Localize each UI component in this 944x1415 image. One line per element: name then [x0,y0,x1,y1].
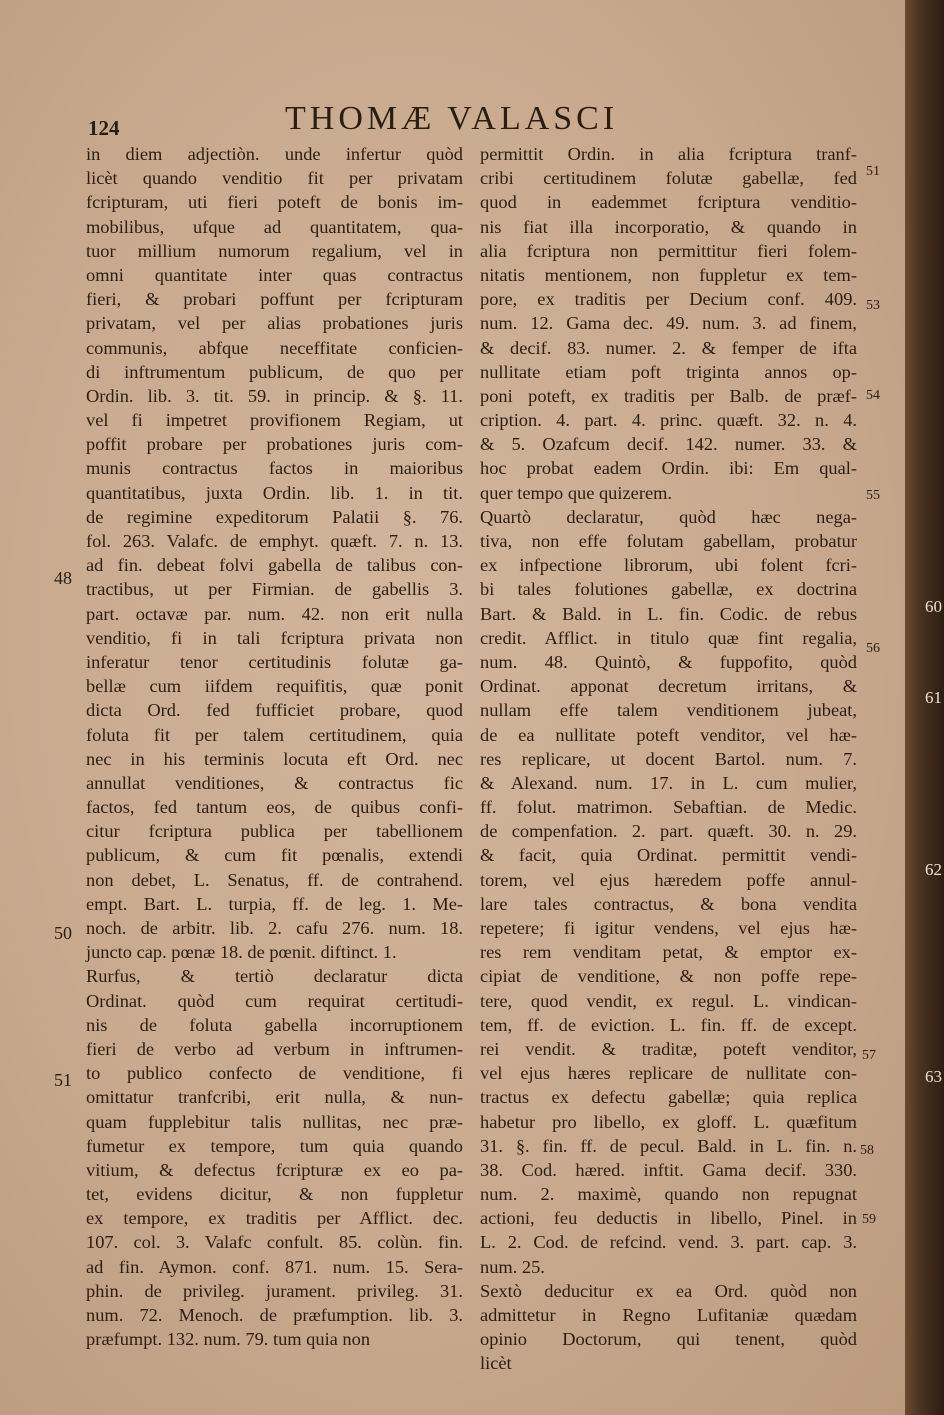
text-line: lare tales contractus, & bona vendita [480,893,857,914]
text-line: Bart. & Bald. in L. fin. Codic. de rebus [480,603,857,624]
text-line: Quartò declaratur, quòd hæc nega- [480,506,857,527]
text-line: de compenfation. 2. part. quæft. 30. n. 29. [480,821,857,842]
text-line: tere, quod vendit, ex regul. L. vindican- [480,990,857,1011]
text-line: admittetur in Regno Lufitaniæ quædam [480,1305,857,1325]
text-line: tractus ex defectu gabellæ; quia replica [480,1087,857,1108]
text-line: fieri, & probari poffunt per fcripturam [86,289,463,310]
text-line: tet, evidens dicitur, & non fuppletur [86,1184,463,1205]
text-line: credit. Afflict. in titulo quæ fint regalia, [480,627,857,648]
text-line: 38. Cod. hæred. inftit. Gama decif. 330. [480,1159,857,1180]
text-line: Ordinat. quòd cum requirat certitudi- [86,990,463,1011]
text-line: quer tempo que quizerem. [480,482,673,503]
text-line: omittatur tranfcribi, erit nulla, & nun- [86,1087,463,1108]
text-line: res rem venditam petat, & emptor ex- [480,942,857,963]
text-line: phin. de privileg. jurament. privileg. 31. [86,1280,463,1301]
text-line: ad fin. debeat folvi gabella de talibus con- [86,555,463,576]
text-line: ex infpectione librorum, ubi folent fcri- [480,555,857,576]
text-line: Sextò deducitur ex ea Ord. quòd non [480,1280,857,1301]
text-line: torem, vel ejus hæredem poffe annul- [480,869,857,890]
text-line: repetere; fi igitur vendens, vel ejus hæ- [480,918,857,938]
text-line: citur fcriptura publica per tabellionem [86,821,463,842]
text-line: privatam, vel per alias probationes juris [86,313,463,334]
text-line: foluta fit per talem certitudinem, quia [86,724,463,745]
text-line: nullam effe talem venditionem jubeat, [480,700,857,721]
text-line: dicta Ord. fed fufficiet probare, quod [86,700,463,721]
text-line: vel fi impetret provifionem Regiam, ut [86,410,463,431]
text-line: juncto cap. pœnæ 18. de pœnit. diftinct. 1. [86,942,397,963]
text-line: de regimine expeditorum Palatii §. 76. [86,506,463,527]
text-line: vitium, & defectus fcripturæ ex eo pa- [86,1159,463,1180]
text-line: venditio, fi in tali fcriptura privata non [86,627,463,648]
text-line: ff. folut. matrimon. Sebaftian. de Medic. [480,797,857,818]
text-line: & Alexand. num. 17. in L. cum mulier, [480,772,857,793]
text-line: & decif. 83. numer. 2. & femper de ifta [480,337,857,358]
text-line: rei vendit. & traditæ, poteft venditor, [480,1038,857,1059]
text-line: communis, abfque neceffitate conficien- [86,337,463,358]
text-line: poni poteft, ex traditis per Balb. de præf- [480,385,857,406]
margin-number: 51 [866,164,880,179]
text-line: cription. 4. part. 4. princ. quæft. 32. n. 4. [480,410,857,431]
text-line: 107. col. 3. Valafc confult. 85. colùn. fin. [86,1232,463,1253]
edge-number: 61 [925,688,942,707]
margin-number: 55 [866,488,880,503]
text-line: nullitate etiam poft triginta annos op- [480,361,857,382]
text-line: num. 2. maximè, quando non repugnat [480,1184,857,1205]
text-line: vel ejus hæres replicare de nullitate con- [480,1063,857,1084]
text-line: non debet, L. Senatus, ff. de contrahend. [86,869,463,890]
text-line: poffit probare per probationes juris com- [86,434,463,455]
text-line: nitatis mentionem, non fuppletur ex tem- [480,264,857,285]
text-line: nis fiat illa incorporatio, & quando in [480,216,857,237]
page-header [80,100,660,140]
text-line: licèt quando venditio fit per privatam [86,168,463,189]
text-line: opinio Doctorum, qui tenent, quòd [480,1329,857,1350]
text-line: cribi certitudinem folutæ gabellæ, fed [480,168,857,189]
page-number: 124 [88,116,120,140]
text-line: di inftrumentum publicum, de quo per [86,361,463,382]
text-line: part. octavæ par. num. 42. non erit nulla [86,603,463,624]
left-text-column [86,142,463,1351]
margin-number: 57 [862,1048,876,1063]
text-line: in diem adjectiòn. unde infertur quòd [86,144,463,164]
text-line: munis contractus factos in maioribus [86,458,463,479]
text-line: annullat venditiones, & contractus fic [86,772,463,793]
text-line: alia fcriptura non permittitur fieri folem- [480,240,857,261]
text-line: & 5. Ozafcum decif. 142. numer. 33. & [480,434,857,455]
text-line: pore, ex traditis per Decium conf. 409. [480,289,857,310]
text-line: mobilibus, ufque ad quantitatem, qua- [86,216,463,237]
text-line: fumetur ex tempore, tum quia quando [86,1135,463,1156]
running-title: THOMÆ VALASCI [285,100,619,137]
text-line: & facit, quia Ordinat. permittit vendi- [480,845,857,866]
text-line: inferatur tenor certitudinis folutæ ga- [86,651,463,672]
text-line: empt. Bart. L. turpia, ff. de leg. 1. Me- [86,893,463,914]
text-line: num. 12. Gama dec. 49. num. 3. ad finem, [480,313,857,334]
text-line: 31. §. fin. ff. de pecul. Bald. in L. fin. n. [480,1135,857,1156]
text-line: L. 2. Cod. de refcind. vend. 3. part. cap. 3. [480,1232,857,1253]
margin-number: 59 [862,1212,876,1227]
margin-number: 53 [866,298,880,313]
text-line: res replicare, ut docent Bartol. num. 7. [480,748,857,769]
edge-number: 63 [925,1067,942,1086]
text-line: de ea nullitate poteft venditor, vel hæ- [480,724,857,745]
text-line: Ordin. lib. 3. tit. 59. in princip. & §. 11. [86,385,463,406]
margin-number: 50 [54,923,72,943]
text-line: tractibus, ut per Firmian. de gabellis 3. [86,579,463,600]
text-line: num. 25. [480,1256,545,1277]
text-line: nis de foluta gabella incorruptionem [86,1014,463,1035]
text-line: fol. 263. Valafc. de emphyt. quæft. 7. n. 13. [86,531,463,551]
right-text-column [480,142,857,1376]
margin-number: 54 [866,388,880,403]
text-line: quam fupplebitur talis nullitas, nec præ- [86,1111,463,1132]
text-line: Rurfus, & tertiò declaratur dicta [86,966,463,987]
text-line: bi tales folutiones gabellæ, ex doctrina [480,579,857,600]
text-line: nec in his terminis locuta eft Ord. nec [86,748,463,769]
text-line: noch. de arbitr. lib. 2. cafu 276. num. 18. [86,918,463,938]
text-line: præfumpt. 132. num. 79. tum quia non [86,1329,371,1350]
text-line: hoc probat eadem Ordin. ibi: Em qual- [480,458,857,479]
text-line: bellæ cum iifdem requifitis, quæ ponit [86,676,463,697]
text-line: num. 72. Menoch. de præfumption. lib. 3. [86,1305,463,1325]
text-line: licèt [480,1353,512,1374]
text-line: cipiat de venditione, & non poffe repe- [480,966,857,987]
text-line: tuor millium numorum regalium, vel in [86,240,463,261]
text-line: actioni, feu deductis in libello, Pinel. in [480,1208,857,1229]
text-line: quod in eademmet fcriptura venditio- [480,192,857,213]
margin-number: 51 [54,1070,72,1090]
text-line: num. 48. Quintò, & fuppofito, quòd [480,651,857,672]
margin-number: 58 [860,1143,874,1158]
text-line: ex tempore, ex traditis per Afflict. dec. [86,1208,463,1229]
text-line: Ordinat. apponat decretum irritans, & [480,676,857,697]
margin-number: 56 [866,641,880,656]
text-line: publicum, & cum fit pœnalis, extendi [86,845,463,866]
edge-number: 62 [925,860,942,879]
edge-number: 60 [925,597,942,616]
facing-page-edge [905,0,944,1415]
margin-number: 48 [54,568,72,588]
text-line: factos, fed tantum eos, de quibus confi- [86,797,463,818]
text-line: fieri de verbo ad verbum in inftrumen- [86,1038,463,1059]
text-line: tiva, non effe folutam gabellam, probatur [480,531,857,551]
text-line: tem, ff. de eviction. L. fin. ff. de except. [480,1014,857,1035]
text-line: omni quantitate inter quas contractus [86,264,463,285]
text-line: quantitatibus, juxta Ordin. lib. 1. in tit. [86,482,463,503]
text-line: fcripturam, uti fieri poteft de bonis im- [86,192,463,213]
text-line: permittit Ordin. in alia fcriptura tranf- [480,144,857,164]
text-line: habetur pro libello, ex gloff. L. quæfitum [480,1111,857,1132]
text-line: ad fin. Aymon. conf. 871. num. 15. Sera- [86,1256,463,1277]
text-line: to publico confecto de venditione, fi [86,1063,463,1084]
